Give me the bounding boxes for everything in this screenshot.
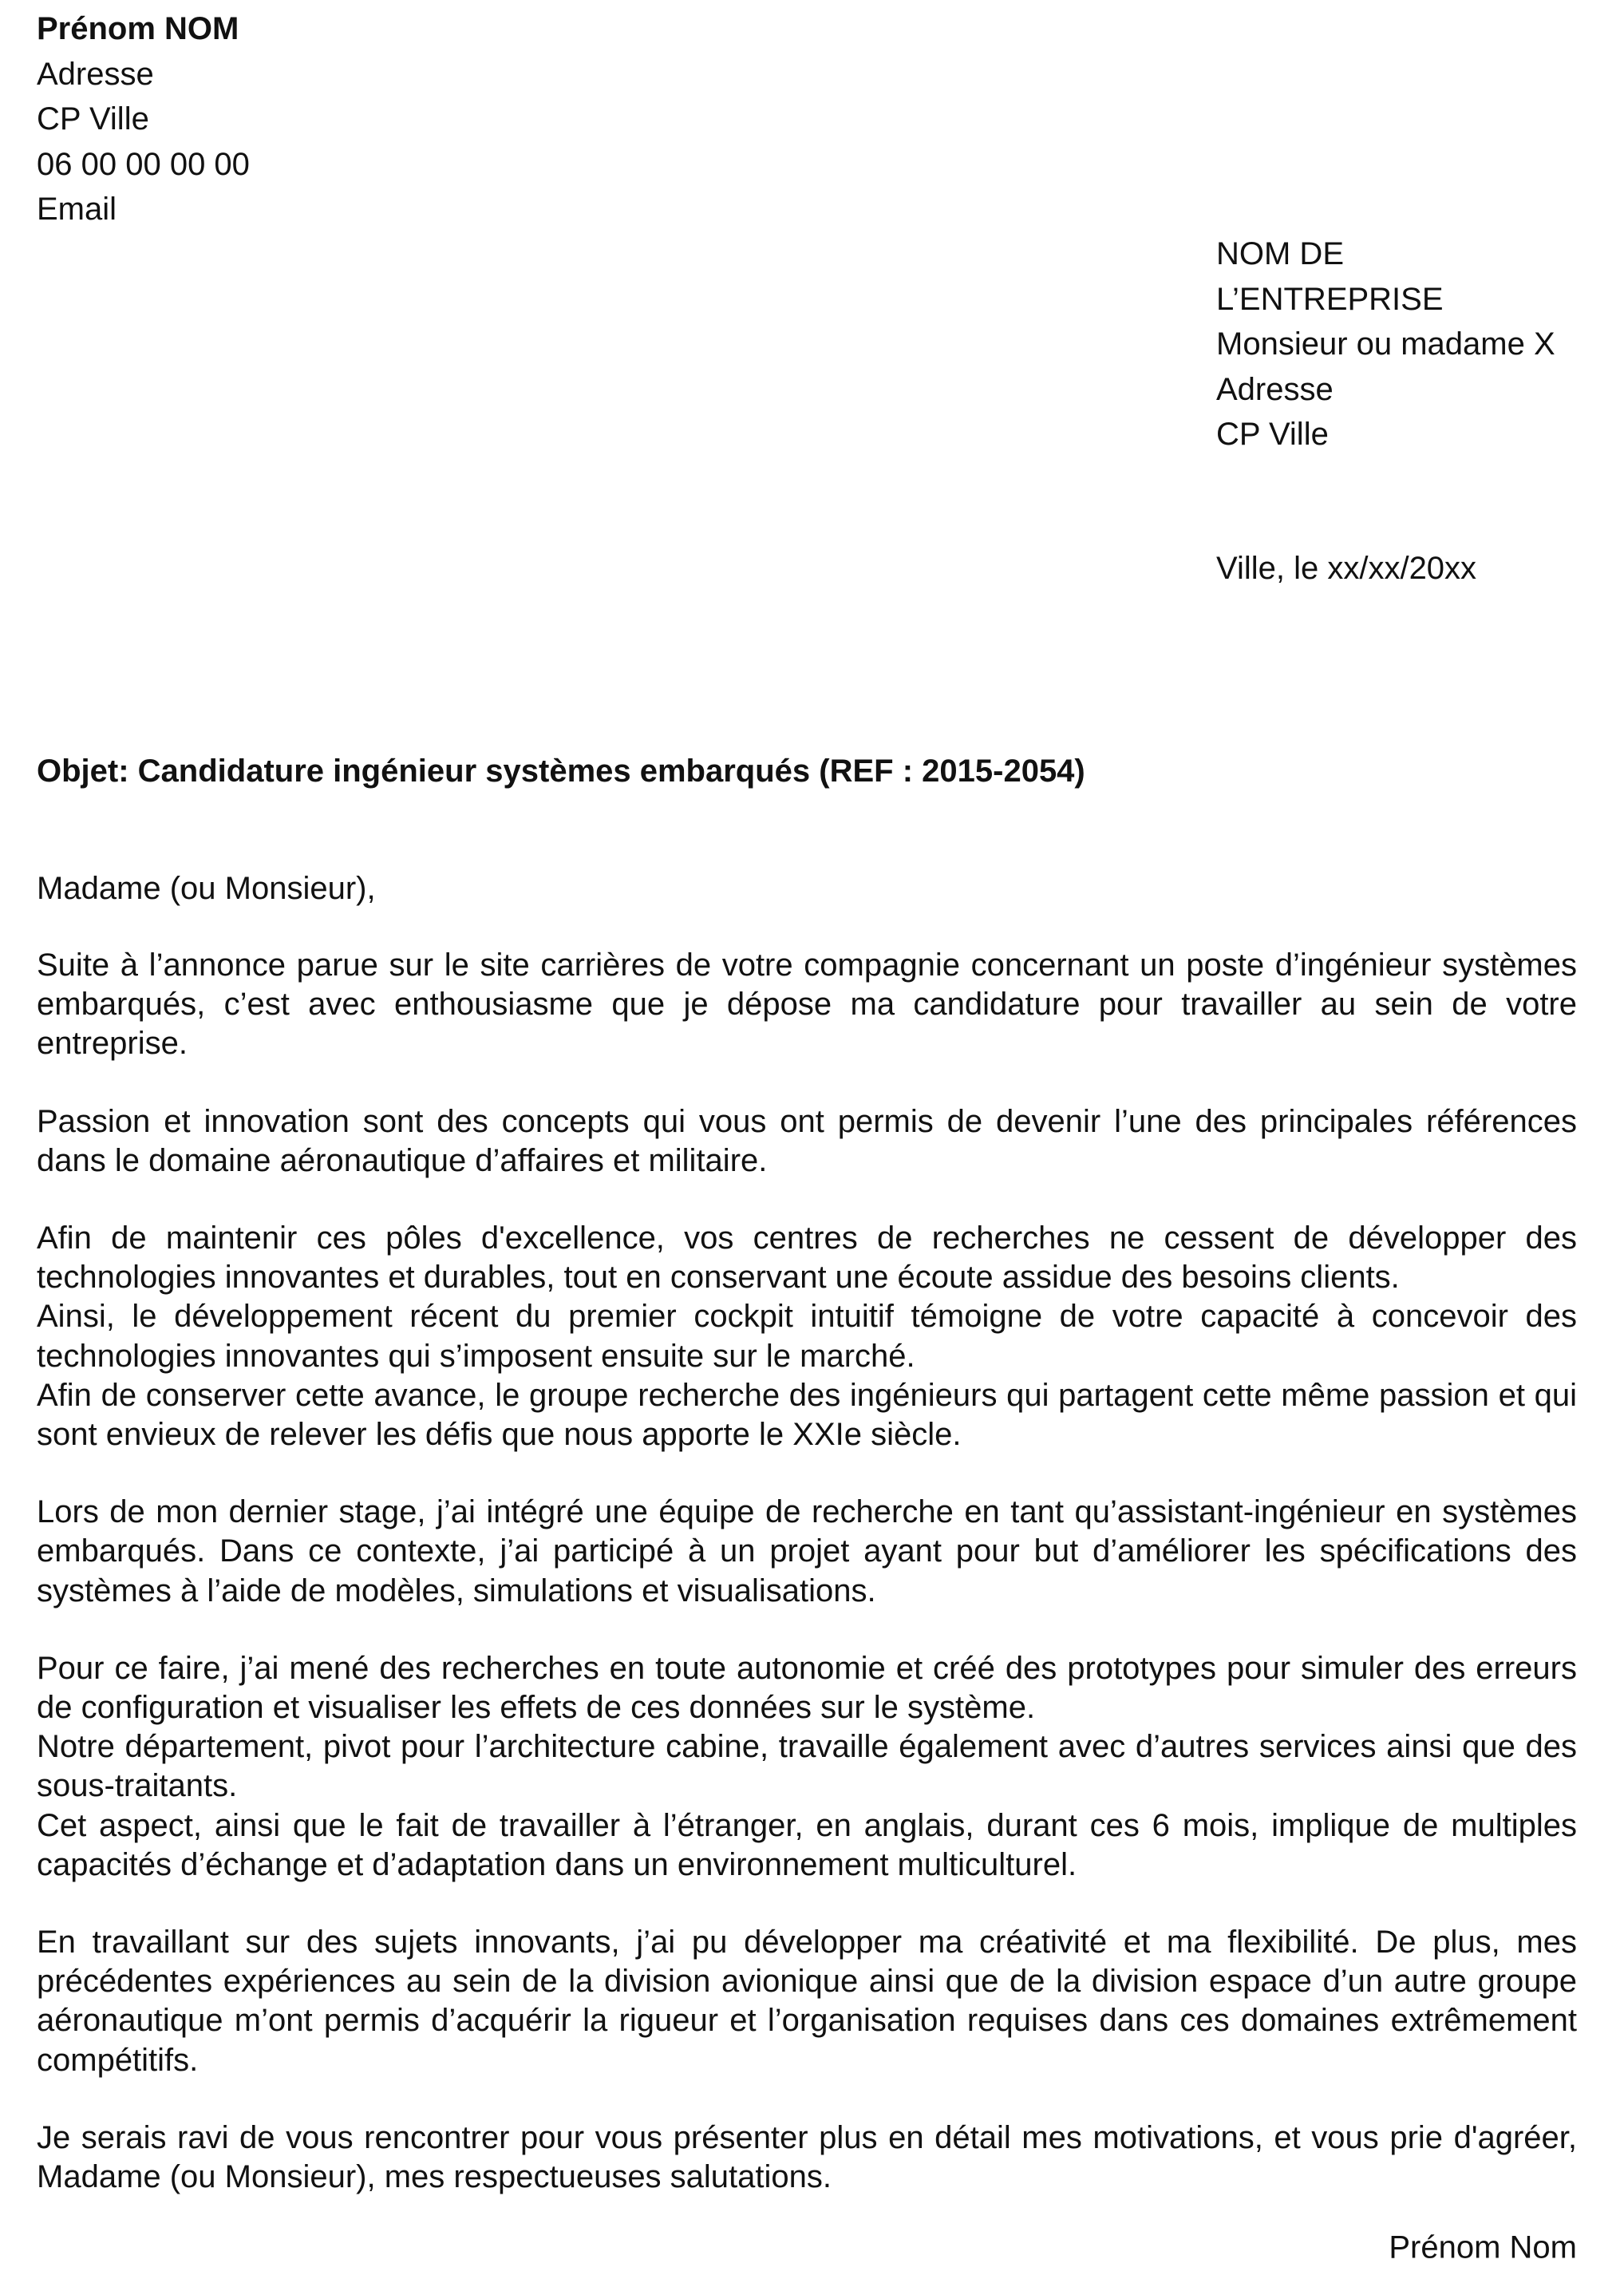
sender-phone: 06 00 00 00 00 bbox=[37, 146, 250, 182]
paragraph-department: Notre département, pivot pour l’architecture cabine, travaille également avec d’autres services ainsi que des sous-traitants. bbox=[37, 1729, 1577, 1804]
letter-signature: Prénom Nom bbox=[1389, 2230, 1577, 2265]
paragraph-excellence: Afin de maintenir ces pôles d'excellence, vos centres de recherches ne cessent de développer des technologies innovantes et durables, tout en conservant une écoute assidue des besoins clients. bbox=[37, 1221, 1577, 1296]
recipient-company-line2: L’ENTREPRISE bbox=[1216, 281, 1444, 317]
sender-address: Adresse bbox=[37, 56, 154, 92]
recipient-contact: Monsieur ou madame X bbox=[1216, 326, 1555, 362]
paragraph-closing: Je serais ravi de vous rencontrer pour vous présenter plus en détail mes motivations, et vous prie d'agréer, Madame (ou Monsieur), mes respectueuses salutations. bbox=[37, 2119, 1577, 2195]
paragraph-skills: En travaillant sur des sujets innovants, j’ai pu développer ma créativité et ma flexibilité. De plus, mes précédentes expériences au sein de la division avionique ainsi que de la division espace d’un autre groupe aéronautique m’ont permis d’acquérir la rigueur et l’organisation requises dans ces domaines extrêmement compétitifs. bbox=[37, 1925, 1577, 2078]
recipient-city: CP Ville bbox=[1216, 417, 1329, 452]
letter-date: Ville, le xx/xx/20xx bbox=[1216, 551, 1477, 586]
recipient-company-line1: NOM DE bbox=[1216, 236, 1344, 271]
recipient-address: Adresse bbox=[1216, 371, 1334, 407]
sender-block bbox=[37, 6, 675, 232]
paragraph-intro: Suite à l’annonce parue sur le site carrières de votre compagnie concernant un poste d’ingénieur systèmes embarqués, c’est avec enthousiasme que je dépose ma candidature pour travailler au sein de votre entreprise. bbox=[37, 948, 1577, 1062]
sender-email: Email bbox=[37, 192, 117, 227]
recipient-block bbox=[1216, 231, 1599, 457]
letter-subject: Objet: Candidature ingénieur systèmes embarqués (REF : 2015-2054) bbox=[37, 754, 1085, 789]
paragraph-passion: Passion et innovation sont des concepts qui vous ont permis de devenir l’une des principales références dans le domaine aéronautique d’affaires et militaire. bbox=[37, 1103, 1577, 1178]
sender-name: Prénom NOM bbox=[37, 11, 239, 46]
paragraph-abroad: Cet aspect, ainsi que le fait de travailler à l’étranger, en anglais, durant ces 6 mois, implique de multiples capacités d’échange et d’adaptation dans un environnement multiculturel. bbox=[37, 1807, 1577, 1882]
sender-city: CP Ville bbox=[37, 101, 149, 136]
letter-body bbox=[37, 946, 1577, 2197]
paragraph-research: Pour ce faire, j’ai mené des recherches en toute autonomie et créé des prototypes pour simuler des erreurs de configuration et visualiser les effets de ces données sur le système. bbox=[37, 1650, 1577, 1726]
letter-salutation: Madame (ou Monsieur), bbox=[37, 871, 376, 906]
paragraph-advance: Afin de conserver cette avance, le groupe recherche des ingénieurs qui partagent cette même passion et qui sont envieux de relever les défis que nous apporte le XXIe siècle. bbox=[37, 1377, 1577, 1453]
paragraph-internship: Lors de mon dernier stage, j’ai intégré une équipe de recherche en tant qu’assistant-ingénieur en systèmes embarqués. Dans ce contexte, j’ai participé à un projet ayant pour but d’améliorer les spécifications des systèmes à l’aide de modèles, simulations et visualisations. bbox=[37, 1494, 1577, 1608]
paragraph-cockpit: Ainsi, le développement récent du premier cockpit intuitif témoigne de votre capacité à concevoir des technologies innovantes qui s’imposent ensuite sur le marché. bbox=[37, 1299, 1577, 1374]
